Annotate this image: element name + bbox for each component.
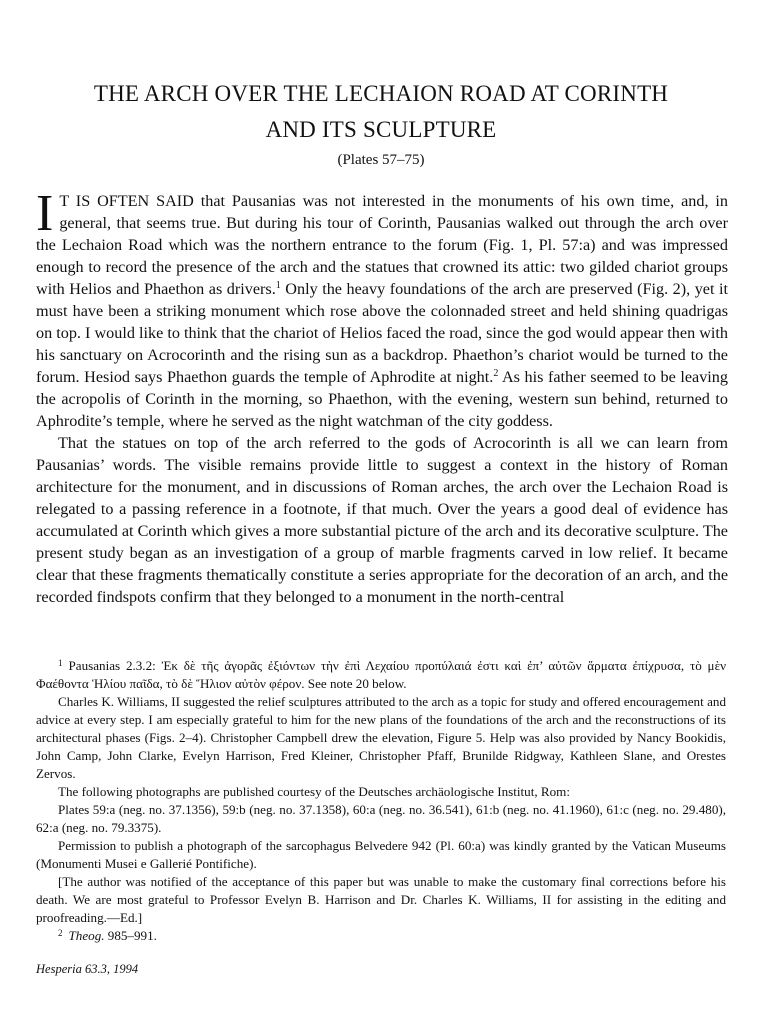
acknowledgement-4: Permission to publish a photograph of the sarcophagus Belvedere 942 (Pl. 60:a) was kindly granted by the Vatican Museums (Monumenti Musei e Gallerié Pontifiche). <box>36 838 726 871</box>
footnote-1-mark: 1 <box>58 658 63 668</box>
acknowledgement-1: Charles K. Williams, II suggested the relief sculptures attributed to the arch as a topic for study and offered encouragement and advice at every step. I am especially grateful to him for the new plans of the foundations of the arch and the reconstructions of its architectural phases (Figs. 2–4). Christopher Campbell drew the elevation, Figure 5. Help was also provided by Nancy Bookidis, John Camp, John Clarke, Evelyn Harrison, Fred Kleiner, Christopher Pfaff, Brunilde Ridgway, Kathleen Slane, and Orestes Zervos. <box>36 694 726 781</box>
footnote-2-text: 985–991. <box>104 928 157 943</box>
footnote-2-mark: 2 <box>58 928 63 938</box>
journal-citation: Hesperia 63.3, 1994 <box>36 962 139 976</box>
paragraph-1-part-c: As his father seemed to be leaving the acropolis of Corinth in the morning, so Phaethon, with the evening, western sun behind, returned to Aphrodite’s temple, where he served as the night watchman of the city goddess. <box>36 368 728 430</box>
footnote-2 <box>36 927 726 945</box>
paragraph-1 <box>36 185 729 432</box>
paragraph-1-part-a: T IS OFTEN SAID that Pausanias was not interested in the monuments of his own time, and, in general, that seems true. But during his tour of Corinth, Pausanias walked out through the arch over the Lechaion Road which was the northern entrance to the forum (Fig. 1, Pl. 57:a) and was impressed enough to record the presence of the arch and the statues that crowned its attic: two gilded chariot groups with Helios and Phaethon as drivers. <box>36 192 728 298</box>
footnote-ref-2[interactable]: 2 <box>493 368 499 379</box>
acknowledgement-5: [The author was notified of the acceptance of this paper but was unable to make the customary final corrections before his death. We are most grateful to Professor Evelyn B. Harrison and Dr. Charles K. Williams, II for assisting in the editing and proofreading.—Ed.] <box>36 874 726 925</box>
article-title <box>40 76 722 148</box>
acknowledgement-3: Plates 59:a (neg. no. 37.1356), 59:b (neg. no. 37.1358), 60:a (neg. no. 36.541), 61:b (neg. no. 41.1960), 61:c (neg. no. 29.480), 62:a (neg. no. 79.3375). <box>36 802 726 835</box>
footnote-1-text: Pausanias 2.3.2: Ἐκ δὲ τῆς ἀγορᾶς ἐξιόντων τὴν ἐπὶ Λεχαίου προπύλαιά ἐστι καὶ ἐπ’ αὐτῶν ἅρματα ἐπίχρυσα, τὸ μὲν Φαέθοντα Ἡλίου παῖδα, τὸ δὲ Ἥλιον αὐτὸν φέρον. See note 20 below. <box>36 658 726 691</box>
body-text <box>36 185 729 608</box>
footnote-ref-1[interactable]: 1 <box>275 280 281 291</box>
drop-cap: I <box>36 185 54 242</box>
footnote-2-work: Theog. <box>68 928 105 943</box>
footnotes <box>36 657 726 945</box>
acknowledgement-2: The following photographs are published courtesy of the Deutsches archäologische Institut, Rom: <box>58 784 570 799</box>
plates-reference: (Plates 57–75) <box>337 152 425 168</box>
paragraph-2: That the statues on top of the arch referred to the gods of Acrocorinth is all we can learn from Pausanias’ words. The visible remains provide little to suggest a context in the history of Roman architecture for the monument, and in discussions of Roman arches, the arch over the Lechaion Road is relegated to a passing reference in a footnote, if that much. Over the years a good deal of evidence has accumulated at Corinth which gives a more substantial picture of the arch and its decorative sculpture. The present study began as an investigation of a group of marble fragments carved in low relief. It became clear that these fragments thematically constitute a series appropriate for the decoration of an arch, and the recorded findspots confirm that they belonged to a monument in the north-central <box>36 434 728 606</box>
title-line-2: AND ITS SCULPTURE <box>265 117 497 142</box>
footnote-1 <box>36 657 726 693</box>
paragraph-1-part-b: Only the heavy foundations of the arch are preserved (Fig. 2), yet it must have been a striking monument which rose above the colonnaded street and held shining quadrigas on top. I would like to think that the chariot of Helios faced the road, since the god would appear then with his sanctuary on Acrocorinth and the rising sun as a backdrop. Phaethon’s chariot would be turned to the forum. Hesiod says Phaethon guards the temple of Aphrodite at night. <box>36 280 729 386</box>
title-line-1: THE ARCH OVER THE LECHAION ROAD AT CORINTH <box>93 81 669 106</box>
